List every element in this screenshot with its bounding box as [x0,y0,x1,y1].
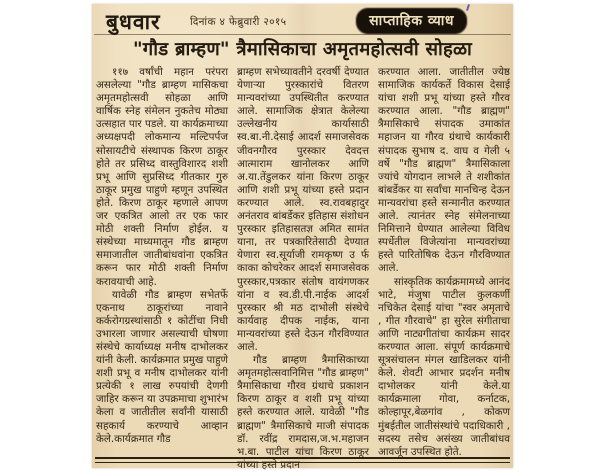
pen-mark [466,4,470,11]
column-1 [96,66,228,472]
publication-name-badge: साप्ताहिक व्याध [356,8,467,34]
weekday-label: बुधवार [106,10,161,34]
article-paragraph: ११७ वर्षांची महान परंपरा असलेल्या "गौड ब्राम्हण मासिकचा अमृतमहोत्सवी सोहळा आणि वार्षिक स्नेह संमेलन नुकतेच मोठ्या उत्सहात पार पडले. या कार्यक्रमाच्या अध्यक्षपदी लोकमान्य मल्टिपर्पज सोसायटीचे संस्थापक किरण ठाकूर होते तर प्रसिध्द वास्तुविशारद शशी प्रभू आणि सुप्रसिध्द गीतकार गुरु ठाकूर प्रमुख पाहुणे म्हणून उपस्थित होते. किरण ठाकूर म्हणाले आपण जर एकत्रित आलो तर एक फार मोठी शक्ती निर्माण होईल. य संस्थेच्या माध्यमातून गौड ब्राम्हण समाजातील जातीबांधवांना एकत्रित करून फार मोठी शक्ती निर्माण करावयाची आहे. [96,66,228,288]
article-paragraph: यावेळी गौड ब्राम्हण सभेतर्फे एकनाथ ठाकूरांच्या नावाने कर्करोगग्रस्थांसाठी १ कोटींचा निधी उभारला जाणार असल्याची घोषणा संस्थेचे कार्याध्यक्ष मनीष दाभोलकर यांनी केली. कार्यक्रमात प्रमुख पाहुणे शशी प्रभू व मनीष दाभोलकर यांनी प्रत्येकी १ लाख रुपयांची देणगी जाहिर करून या उपक्रमाचा शुभारंभ केला व जातीतील सर्वांनी यासाठी सहकार्य करण्याचे आव्हान केले.कार्यक्रमात गौड [96,288,228,445]
bottom-divider [95,457,510,463]
column-2 [237,66,369,472]
article-paragraph: करण्यात आला. जातीतील ज्येष्ठ सामाजिक कार्यकर्ते विकास देसाई यांचा शशी प्रभू यांच्या हस्ते गौरव करण्यात आला. "गौड ब्राह्मण" त्रैमासिकाचे संपादक उमाकांत महाजन या गौरव ग्रंथाचे कार्यकारी संपादक सुभाष द. वाघ व गेली ५ वर्षे "गौड ब्राह्मण" त्रैमासिकाला ज्यांचे योगदान लाभले ते शशीकांत बांबर्डेकर या सर्वांचा मानचिन्ह देऊन मान्यवरांचा हस्ते सन्मानीत करण्यात आले. त्यानंतर स्नेह संमेलनाच्या निमित्ताने घेण्यात आलेल्या विविध स्पर्धेतील विजेत्यांना मान्यवरांच्या हस्ते पारितोषिक देऊन गौरविण्यात आले. [378,66,510,275]
article-body [92,65,513,472]
article-paragraph: सांस्कृतिक कार्यक्रमामध्ये आनंद भाटे, मंजुषा पाटील कुलकर्णी नचिकेत देसाई यांचा "स्वर अमृताचे , गीत गौरवाचे" हा सुरेल संगीताचा आणि नाट्यगीतांचा कार्यक्रम सादर करण्यात आला. संपूर्ण कार्यक्रमाचे सूत्रसंचालन मंगल खाडिलकर यांनी केले. शेवटी आभार प्रदर्शन मनीष दाभोलकर यांनी केले.या कार्यक्रमाला गोवा, कर्नाटक, कोल्हापूर,बेळगांव , कोकण मुंबईतील जातीसंस्थांचे पदाधिकारी , सदस्य तसेच असंख्य जातीबांधव आवर्जून उपस्थित होते. [378,275,510,458]
article-headline: "गौड ब्राम्हण" त्रैमासिकाचा अमृतमहोत्सवी सोहळा [132,39,473,60]
date-label: दिनांक ४ फेब्रुवारी २०१५ [190,16,287,28]
article-paragraph: गौड ब्राम्हण त्रैमासिकाच्या अमृतमहोत्सवानिमित्त "गौड ब्राम्हण" त्रैमासिकाचा गौरव ग्रंथाचे प्रकाशन किरण ठाकूर व शशी प्रभू यांच्या हस्ते करण्यात आले. यावेळी "गौड ब्राह्मण" त्रैमासिकाचे माजी संपादक डॉ. रवींद्र रामदास,ज.भ.महाजन भ.बा. पाटील यांचा किरण ठाकूर यांच्या हस्ते प्रदान [237,354,369,471]
article-paragraph: ब्राम्हण सभेच्यावतीने दरवर्षी देण्यात येणाऱ्या पुरस्कारांचे वितरण मान्यवरांच्या उपस्थितीत करण्यात आले. सामाजिक क्षेत्रात केलेल्या उल्लेखनीय कार्यासाठी स्व.बा.नी.देसाई आदर्श समाजसेवक जीवनगौरव पुरस्कार देवदत्त आत्माराम खानोलकर आणि अ.या.तेंडुलकर यांना किरण ठाकूर आणि शशी प्रभू यांच्या हस्ते प्रदान करण्यात आले. स्व.रावबहादुर अनंतराव बांबर्डेकर इतिहास संशोधन पुरस्कार इतिहासतज्ञ अमित सामंत याना, तर पत्रकारितेसाठी देण्यात येणारा स्व.सूर्याजी रामकृष्ण उ र्फ काका कोचरेकर आदर्श समाजसेवक पुरस्कार,पत्रकार संतोष वायंगणकर यांना व स्व.डी.पी.नाईक आदर्श पुरस्कार श्री मठ दाभोली संस्थेचे कार्यवाह दीपक नाईक, याना मान्यवरांच्या हस्ते देऊन गौरविण्यात आले. [237,66,369,353]
masthead [92,4,513,34]
newspaper-clipping [92,4,513,471]
column-3 [378,66,510,472]
